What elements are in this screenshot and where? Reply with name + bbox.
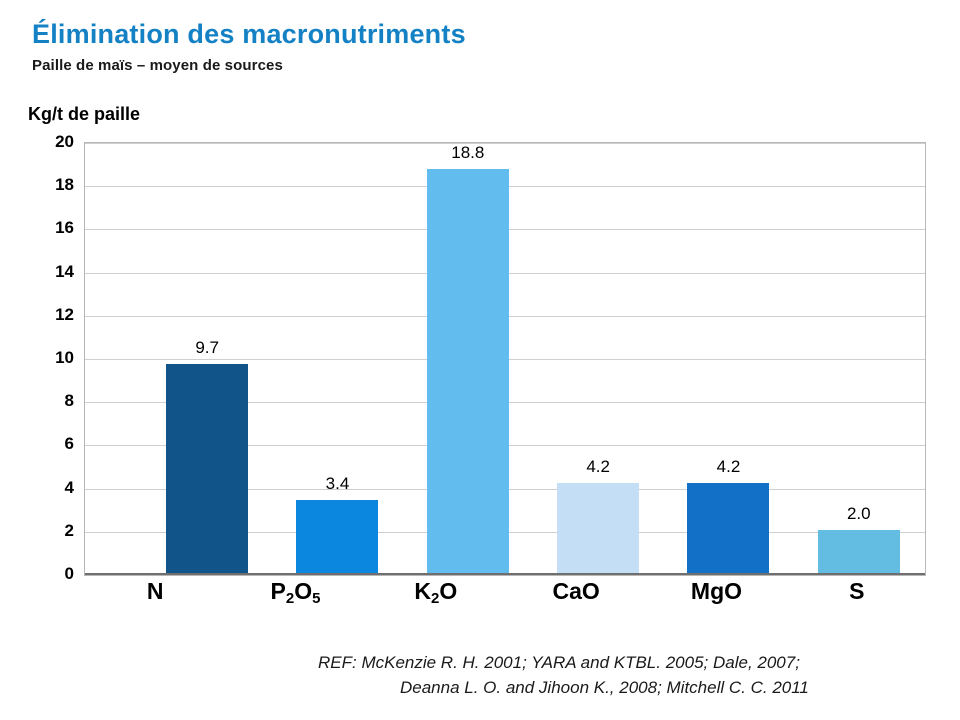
reference-line-2: Deanna L. O. and Jihoon K., 2008; Mitchell C. C. 2011 (400, 677, 809, 697)
x-axis-label-MgO: MgO (690, 578, 743, 604)
bar-value-label: 3.4 (325, 473, 350, 493)
y-axis-tick-label: 4 (64, 477, 74, 497)
y-axis-tick-label: 0 (64, 564, 74, 583)
bar-slot (533, 144, 663, 573)
bar-slot (403, 144, 533, 573)
bar-value-label: 18.8 (451, 142, 485, 162)
x-axis-label-K2O: $K_2O$ (414, 578, 458, 607)
bar-MgO[interactable] (687, 456, 769, 573)
reference-note (318, 651, 809, 700)
y-axis-tick-label: 18 (55, 175, 74, 195)
y-axis-tick-label: 14 (55, 261, 74, 281)
x-axis-label-CaO: CaO (552, 578, 600, 604)
plot-frame (84, 142, 926, 576)
reference-line-1: REF: McKenzie R. H. 2001; YARA and KTBL. 2005; Dale, 2007; (318, 653, 800, 672)
bar-K2O[interactable] (427, 142, 509, 573)
x-axis-label-P2O5: $P_2O_5$ (270, 578, 321, 607)
page-subtitle: Paille de maïs – moyen de sources (32, 56, 283, 74)
page-title: Élimination des macronutriments (32, 19, 466, 49)
bar-P2O5[interactable] (296, 473, 378, 573)
x-axis-line (85, 573, 925, 575)
y-axis-tick-label: 6 (64, 434, 74, 454)
x-axis-label-N: N (146, 578, 164, 604)
chart-plot-area (28, 132, 926, 583)
bar-slot (794, 144, 924, 573)
y-axis-tick-label: 2 (64, 520, 74, 540)
chart-header (32, 20, 932, 74)
x-axis-labels (85, 578, 927, 605)
bar-value-label: 4.2 (586, 456, 610, 476)
bar-slot (663, 144, 793, 573)
y-axis-tick-label: 8 (64, 391, 74, 411)
y-axis-tick-label: 10 (55, 348, 74, 367)
bar-value-label: 2.0 (846, 504, 871, 523)
bar-value-label: 9.7 (195, 338, 219, 358)
y-axis-tick-label: 12 (55, 304, 74, 324)
y-axis-tick-label: 20 (55, 132, 74, 151)
bar-slot (272, 144, 402, 573)
y-axis-tick-label: 16 (55, 218, 74, 238)
bar-N[interactable] (166, 338, 248, 573)
y-axis-title: Kg/t de paille (28, 104, 141, 124)
bar-CaO[interactable] (557, 456, 639, 573)
bar-S[interactable] (818, 504, 900, 573)
bar-series (142, 144, 924, 573)
bar-value-label: 4.2 (716, 456, 741, 476)
x-axis-label-S: S (849, 578, 865, 604)
bar-slot (142, 144, 272, 573)
